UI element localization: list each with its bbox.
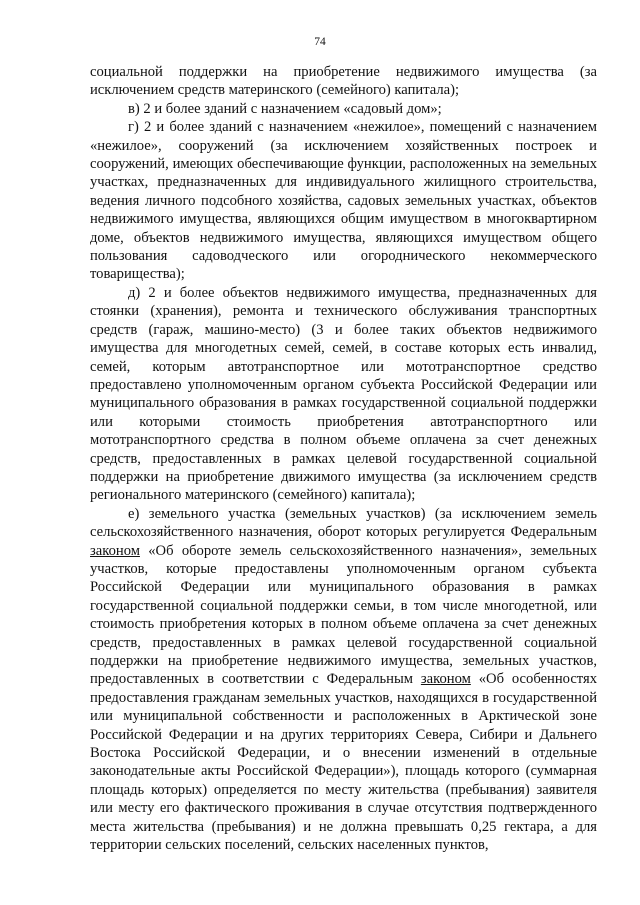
paragraph-item-e-text-1: е) земельного участка (земельных участков) (за исключением земель сельскохозяйственного назначения, оборот которых регулируется Федеральным	[90, 505, 597, 541]
paragraph-item-g: г) 2 и более зданий с назначением «нежилое», помещений с назначением «нежилое», сооружений (за исключением хозяйственных построек и сооружений, имеющих обеспечивающие функции, расположенных на земельных участках, предназначенных для индивидуального жилищного строительства, ведения личного подсобного хозяйства, садовых земельных участках, объектов недвижимого имущества, являющихся общим имуществом в многоквартирном доме, объектов недвижимого имущества, являющихся имуществом общего пользования садоводческого или огороднического некоммерческого товарищества);	[90, 119, 597, 283]
federal-law-link-2[interactable]: законом	[420, 671, 471, 688]
page-number: 74	[314, 36, 326, 48]
paragraph-item-e	[90, 505, 597, 855]
federal-law-link-1[interactable]: законом	[90, 542, 140, 559]
paragraph-item-e-text-2: «Об обороте земель сельскохозяйственного назначения», земельных участков, которые предоставлены уполномоченным органом субъекта Российской Федерации или муниципального образования в рамках государственной социальной поддержки семьи, в том числе многодетной, или стоимость приобретения которых в полном объеме оплачена за счет денежных средств, предоставленных в рамках целевой государственной социальной поддержки на приобретение недвижимого имущества, земельных участков, предоставленных в соответствии с Федеральным	[90, 542, 597, 688]
paragraph-item-e-text-3: «Об особенностях предоставления гражданам земельных участков, находящихся в государственной или муниципальной собственности и расположенных в Арктической зоне Российской Федерации и на других территориях Севера, Сибири и Дальнего Востока Российской Федерации, и о внесении изменений в отдельные законодательные акты Российской Федерации»), площадь которого (суммарная площадь которых) определяется по месту жительства (пребывания) заявителя или месту его фактического проживания в случае отсутствия подтвержденного места жительства (пребывания) и не должна превышать 0,25 гектара, а для территории сельских поселений, сельских населенных пунктов,	[90, 671, 597, 854]
paragraph-item-v: в) 2 и более зданий с назначением «садовый дом»;	[128, 100, 442, 117]
paragraph-continuation: социальной поддержки на приобретение недвижимого имущества (за исключением средств материнского (семейного) капитала);	[90, 64, 597, 99]
paragraph-item-d: д) 2 и более объектов недвижимого имущества, предназначенных для стоянки (хранения), ремонта и технического обслуживания транспортных средств (гараж, машино-место) (3 и более таких объектов недвижимого имущества для многодетных семей, семей, в составе которых есть инвалид, семей, которым автотранспортное или мототранспортное средство предоставлено уполномоченным органом субъекта Российской Федерации или муниципального образования в рамках государственной социальной поддержки или которыми стоимость приобретения автотранспортного или мототранспортного средства в полном объеме оплачена за счет денежных средств, предоставленных в рамках целевой государственной социальной поддержки на приобретение движимого имущества (за исключением средств регионального материнского (семейного) капитала);	[90, 284, 597, 504]
document-body	[90, 63, 597, 854]
